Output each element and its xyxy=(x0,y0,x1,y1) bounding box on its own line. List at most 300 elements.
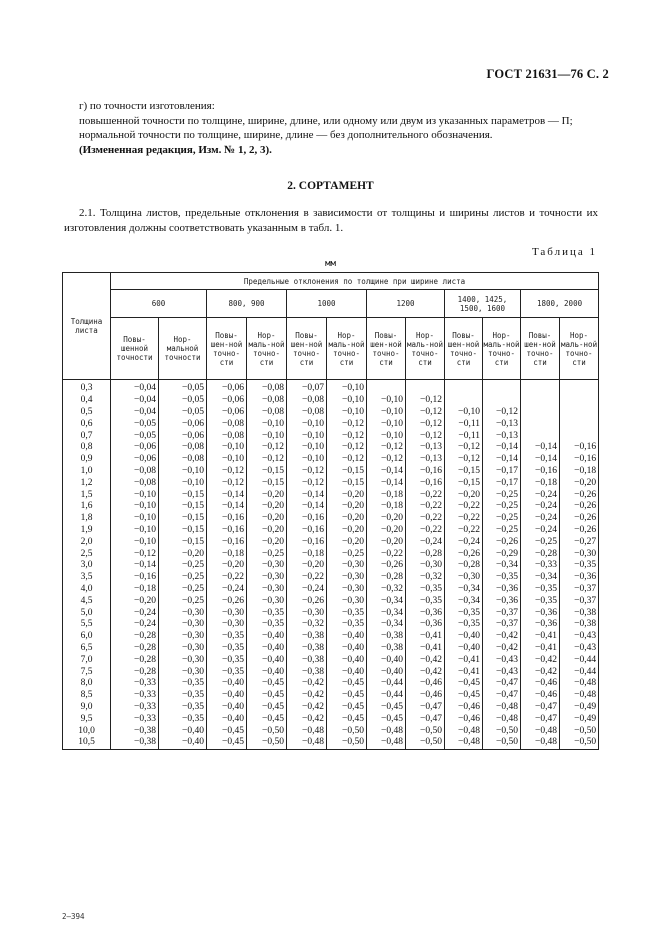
thickness-cell: 4,5 xyxy=(63,595,111,607)
tolerance-cell: −0,08 xyxy=(207,430,247,442)
tolerance-cell: −0,16 xyxy=(287,513,327,525)
tolerance-cell: −0,20 xyxy=(367,513,406,525)
thickness-cell: 1,5 xyxy=(63,489,111,501)
tolerance-cell: −0,36 xyxy=(521,619,560,631)
tolerance-cell xyxy=(521,418,560,430)
tolerance-cell: −0,04 xyxy=(111,395,159,407)
tolerance-cell: −0,25 xyxy=(483,501,521,513)
tolerance-cell: −0,24 xyxy=(287,584,327,596)
thickness-cell: 4,0 xyxy=(63,584,111,596)
tolerance-cell: −0,40 xyxy=(327,666,367,678)
tolerance-cell xyxy=(406,380,445,395)
tolerance-cell: −0,30 xyxy=(445,572,483,584)
tolerance-cell: −0,35 xyxy=(207,643,247,655)
thickness-cell: 7,5 xyxy=(63,666,111,678)
tolerance-cell: −0,10 xyxy=(327,380,367,395)
tolerance-cell: −0,24 xyxy=(111,607,159,619)
tolerance-cell: −0,15 xyxy=(445,466,483,478)
tolerance-cell: −0,50 xyxy=(560,725,599,737)
tolerance-cell: −0,40 xyxy=(247,631,287,643)
tolerance-cell: −0,12 xyxy=(287,477,327,489)
tolerance-cell: −0,46 xyxy=(406,690,445,702)
tolerance-cell: −0,35 xyxy=(247,607,287,619)
tolerance-cell: −0,42 xyxy=(521,666,560,678)
thickness-cell: 8,0 xyxy=(63,678,111,690)
tolerance-cell: −0,08 xyxy=(111,477,159,489)
tolerance-cell: −0,10 xyxy=(287,442,327,454)
intro-line-2: повышенной точности по толщине, ширине, длине, или одному или двум из указанных параметров — П; xyxy=(79,114,573,127)
tolerance-cell: −0,12 xyxy=(406,407,445,419)
tolerance-cell: −0,41 xyxy=(521,631,560,643)
tolerance-cell: −0,25 xyxy=(483,489,521,501)
tolerance-cell: −0,15 xyxy=(247,466,287,478)
tolerance-cell: −0,05 xyxy=(159,395,207,407)
tolerance-cell: −0,28 xyxy=(111,654,159,666)
tolerance-cell: −0,06 xyxy=(111,442,159,454)
table-row xyxy=(63,713,599,725)
paragraph-2-1: 2.1. Толщина листов, предельные отклонения в зависимости от толщины и ширины листов и точности их изготовления должны соответствовать указанным в табл. 1. xyxy=(64,207,598,234)
width-header: 1400, 1425, 1500, 1600 xyxy=(445,290,521,318)
tolerance-cell: −0,38 xyxy=(287,666,327,678)
tolerance-cell: −0,50 xyxy=(560,737,599,749)
tolerance-cell: −0,46 xyxy=(406,678,445,690)
thickness-cell: 8,5 xyxy=(63,690,111,702)
tolerance-cell: −0,34 xyxy=(483,560,521,572)
tolerance-cell: −0,06 xyxy=(159,430,207,442)
amendment-note: (Измененная редакция, Изм. № 1, 2, 3). xyxy=(79,143,272,156)
tolerance-cell: −0,42 xyxy=(287,678,327,690)
tolerance-cell: −0,30 xyxy=(406,560,445,572)
tolerance-cell: −0,43 xyxy=(560,631,599,643)
tolerance-cell: −0,45 xyxy=(207,725,247,737)
tolerance-cell: −0,33 xyxy=(521,560,560,572)
tolerance-cell: −0,20 xyxy=(327,501,367,513)
table-row xyxy=(63,595,599,607)
tolerance-cell: −0,35 xyxy=(327,619,367,631)
tolerance-cell: −0,10 xyxy=(287,430,327,442)
tolerance-cell: −0,48 xyxy=(521,725,560,737)
tolerance-cell: −0,35 xyxy=(207,654,247,666)
tolerance-cell: −0,35 xyxy=(521,584,560,596)
tolerance-cell: −0,06 xyxy=(207,407,247,419)
tolerance-cell: −0,08 xyxy=(247,380,287,395)
tolerance-cell: −0,25 xyxy=(521,536,560,548)
tolerance-cell: −0,35 xyxy=(406,584,445,596)
tolerance-cell: −0,34 xyxy=(445,584,483,596)
tolerance-cell: −0,08 xyxy=(111,466,159,478)
table-row xyxy=(63,690,599,702)
tolerance-cell: −0,42 xyxy=(287,713,327,725)
tolerance-cell: −0,30 xyxy=(159,654,207,666)
tolerance-cell xyxy=(560,380,599,395)
tolerance-cell: −0,40 xyxy=(247,666,287,678)
tolerance-cell: −0,38 xyxy=(111,737,159,749)
table-unit: мм xyxy=(325,259,336,269)
tolerance-cell: −0,13 xyxy=(406,454,445,466)
increased-accuracy-header: Повы-шен-ной точно-сти xyxy=(207,318,247,380)
tolerance-cell: −0,36 xyxy=(483,584,521,596)
tolerance-cell: −0,50 xyxy=(483,737,521,749)
tolerance-cell: −0,50 xyxy=(406,725,445,737)
table-row xyxy=(63,525,599,537)
tolerance-cell: −0,34 xyxy=(367,607,406,619)
tolerance-cell xyxy=(445,395,483,407)
tolerance-cell: −0,05 xyxy=(111,418,159,430)
increased-accuracy-header: Повы-шен-ной точно-сти xyxy=(287,318,327,380)
tolerance-cell: −0,45 xyxy=(207,737,247,749)
normal-accuracy-header: Нор-маль-ной точно-сти xyxy=(560,318,599,380)
thickness-cell: 1,8 xyxy=(63,513,111,525)
tolerance-cell: −0,48 xyxy=(560,690,599,702)
tolerance-cell: −0,12 xyxy=(445,454,483,466)
tolerance-cell xyxy=(560,430,599,442)
tolerance-cell: −0,37 xyxy=(560,584,599,596)
tolerance-cell: −0,28 xyxy=(111,643,159,655)
tolerance-cell: −0,40 xyxy=(207,690,247,702)
thickness-cell: 3,0 xyxy=(63,560,111,572)
tolerance-cell: −0,36 xyxy=(521,607,560,619)
tolerance-cell: −0,30 xyxy=(327,572,367,584)
tolerance-cell: −0,12 xyxy=(111,548,159,560)
tolerance-cell: −0,20 xyxy=(327,489,367,501)
tolerance-cell: −0,40 xyxy=(327,643,367,655)
tolerance-cell: −0,17 xyxy=(483,466,521,478)
tolerance-cell: −0,10 xyxy=(367,395,406,407)
tolerance-cell: −0,28 xyxy=(445,560,483,572)
tolerance-cell: −0,20 xyxy=(247,501,287,513)
table-row xyxy=(63,536,599,548)
tolerance-cell: −0,26 xyxy=(207,595,247,607)
tolerance-cell: −0,35 xyxy=(483,572,521,584)
tolerance-cell: −0,43 xyxy=(483,654,521,666)
tolerance-cell: −0,37 xyxy=(483,619,521,631)
tolerance-cell: −0,44 xyxy=(560,666,599,678)
tolerance-cell: −0,36 xyxy=(483,595,521,607)
thickness-cell: 0,8 xyxy=(63,442,111,454)
tolerance-cell: −0,14 xyxy=(207,501,247,513)
tolerance-cell: −0,48 xyxy=(445,725,483,737)
table-row xyxy=(63,619,599,631)
thickness-cell: 1,2 xyxy=(63,477,111,489)
tolerance-cell: −0,48 xyxy=(367,737,406,749)
tolerance-cell: −0,20 xyxy=(445,489,483,501)
tolerance-cell: −0,18 xyxy=(521,477,560,489)
increased-accuracy-header: Повы-шен-ной точно-сти xyxy=(367,318,406,380)
tolerance-cell: −0,50 xyxy=(247,737,287,749)
tolerance-cell: −0,13 xyxy=(406,442,445,454)
thickness-cell: 2,0 xyxy=(63,536,111,548)
tolerance-cell: −0,50 xyxy=(247,725,287,737)
tolerance-cell: −0,47 xyxy=(521,702,560,714)
tolerance-cell: −0,30 xyxy=(327,584,367,596)
thickness-cell: 0,4 xyxy=(63,395,111,407)
tolerance-cell: −0,30 xyxy=(207,607,247,619)
tolerance-cell: −0,12 xyxy=(207,466,247,478)
table-row xyxy=(63,725,599,737)
tolerance-cell: −0,16 xyxy=(560,442,599,454)
tolerance-cell: −0,22 xyxy=(445,513,483,525)
tolerance-cell: −0,43 xyxy=(560,643,599,655)
tolerance-cell: −0,26 xyxy=(445,548,483,560)
tolerance-cell: −0,20 xyxy=(327,513,367,525)
tolerance-cell: −0,24 xyxy=(521,501,560,513)
tolerance-cell: −0,38 xyxy=(367,643,406,655)
tolerance-cell: −0,40 xyxy=(207,702,247,714)
tolerance-cell: −0,15 xyxy=(159,536,207,548)
tolerance-cell: −0,38 xyxy=(560,607,599,619)
tolerance-cell: −0,47 xyxy=(406,713,445,725)
thickness-header: Толщина листа xyxy=(63,273,111,380)
tolerance-cell: −0,45 xyxy=(247,713,287,725)
tolerance-cell: −0,30 xyxy=(247,595,287,607)
tolerance-cell: −0,22 xyxy=(445,525,483,537)
tolerance-cell: −0,20 xyxy=(159,548,207,560)
tolerance-cell: −0,05 xyxy=(159,380,207,395)
tolerance-cell: −0,16 xyxy=(406,466,445,478)
tolerance-cell: −0,45 xyxy=(247,690,287,702)
tolerance-cell: −0,40 xyxy=(207,713,247,725)
tolerance-cell: −0,47 xyxy=(406,702,445,714)
tolerance-cell: −0,18 xyxy=(367,489,406,501)
tolerance-cell: −0,16 xyxy=(406,477,445,489)
tolerance-cell: −0,15 xyxy=(159,525,207,537)
tolerance-cell: −0,10 xyxy=(367,430,406,442)
tolerance-cell: −0,30 xyxy=(247,584,287,596)
tolerance-cell: −0,16 xyxy=(560,454,599,466)
tolerance-cell: −0,20 xyxy=(247,536,287,548)
tolerance-cell: −0,40 xyxy=(445,631,483,643)
tolerance-cell: −0,40 xyxy=(159,737,207,749)
tolerance-cell: −0,27 xyxy=(560,536,599,548)
tolerance-cell: −0,32 xyxy=(406,572,445,584)
tolerance-cell: −0,26 xyxy=(560,525,599,537)
tolerance-cell: −0,20 xyxy=(367,536,406,548)
thickness-cell: 2,5 xyxy=(63,548,111,560)
table-row xyxy=(63,418,599,430)
tolerance-cell: −0,25 xyxy=(159,595,207,607)
tolerance-cell: −0,48 xyxy=(483,713,521,725)
tolerance-cell: −0,15 xyxy=(327,477,367,489)
tolerance-cell: −0,08 xyxy=(159,454,207,466)
tolerance-cell: −0,30 xyxy=(327,560,367,572)
tolerance-cell: −0,07 xyxy=(287,380,327,395)
tolerance-cell: −0,47 xyxy=(483,678,521,690)
tolerance-cell: −0,20 xyxy=(247,489,287,501)
tolerance-cell: −0,25 xyxy=(159,560,207,572)
tolerance-cell: −0,42 xyxy=(483,631,521,643)
section-title: 2. СОРТАМЕНТ xyxy=(287,180,374,192)
tolerance-cell: −0,11 xyxy=(445,418,483,430)
tolerance-cell: −0,22 xyxy=(406,489,445,501)
thickness-cell: 9,5 xyxy=(63,713,111,725)
tolerance-cell: −0,44 xyxy=(560,654,599,666)
tolerance-cell: −0,20 xyxy=(327,536,367,548)
tolerance-cell: −0,38 xyxy=(111,725,159,737)
normal-accuracy-header: Нор-маль-ной точно-сти xyxy=(406,318,445,380)
tolerance-cell: −0,30 xyxy=(159,619,207,631)
tolerance-cell: −0,43 xyxy=(483,666,521,678)
tolerance-cell: −0,42 xyxy=(483,643,521,655)
tolerance-cell: −0,35 xyxy=(159,702,207,714)
tolerance-cell: −0,13 xyxy=(483,430,521,442)
tolerance-cell: −0,35 xyxy=(247,619,287,631)
tolerance-cell: −0,30 xyxy=(159,666,207,678)
thickness-cell: 1,9 xyxy=(63,525,111,537)
tolerance-cell: −0,12 xyxy=(327,418,367,430)
tolerance-cell: −0,06 xyxy=(111,454,159,466)
section-paragraph xyxy=(64,206,598,236)
table-row xyxy=(63,702,599,714)
tolerance-cell: −0,36 xyxy=(406,607,445,619)
tolerance-cell: −0,37 xyxy=(483,607,521,619)
tolerance-cell: −0,12 xyxy=(207,477,247,489)
tolerance-cell: −0,10 xyxy=(247,430,287,442)
tolerance-cell: −0,12 xyxy=(445,442,483,454)
tolerance-cell: −0,48 xyxy=(287,737,327,749)
tolerance-cell: −0,28 xyxy=(521,548,560,560)
tolerance-cell: −0,48 xyxy=(521,737,560,749)
tolerance-cell: −0,25 xyxy=(247,548,287,560)
tolerance-cell: −0,34 xyxy=(521,572,560,584)
tolerance-cell: −0,10 xyxy=(207,454,247,466)
tolerance-cell: −0,34 xyxy=(445,595,483,607)
tolerance-cell: −0,12 xyxy=(327,454,367,466)
tolerance-cell: −0,10 xyxy=(111,501,159,513)
tolerance-cell: −0,14 xyxy=(483,442,521,454)
thickness-cell: 6,5 xyxy=(63,643,111,655)
tolerance-cell: −0,14 xyxy=(111,560,159,572)
tolerance-cell xyxy=(521,430,560,442)
tolerance-cell: −0,48 xyxy=(287,725,327,737)
tolerance-cell: −0,49 xyxy=(560,713,599,725)
page-header: ГОСТ 21631—76 С. 2 xyxy=(486,67,609,81)
tolerance-cell: −0,16 xyxy=(207,513,247,525)
tolerance-cell: −0,12 xyxy=(367,454,406,466)
intro-line-1: г) по точности изготовления: xyxy=(79,100,215,112)
tolerance-cell: −0,14 xyxy=(207,489,247,501)
tolerance-cell: −0,08 xyxy=(159,442,207,454)
tolerance-cell: −0,10 xyxy=(159,477,207,489)
width-header: 1800, 2000 xyxy=(521,290,599,318)
tolerance-cell: −0,12 xyxy=(406,395,445,407)
tolerance-cell: −0,35 xyxy=(207,666,247,678)
tolerance-cell: −0,30 xyxy=(327,595,367,607)
tolerance-cell: −0,10 xyxy=(287,454,327,466)
tolerance-cell: −0,26 xyxy=(560,513,599,525)
thickness-cell: 7,0 xyxy=(63,654,111,666)
table-caption: Таблица 1 xyxy=(531,246,597,258)
tolerance-cell: −0,30 xyxy=(159,607,207,619)
tolerance-cell: −0,17 xyxy=(483,477,521,489)
tolerance-cell: −0,16 xyxy=(287,525,327,537)
table-row xyxy=(63,380,599,395)
tolerance-cell: −0,42 xyxy=(287,690,327,702)
table-row xyxy=(63,407,599,419)
tolerance-cell: −0,40 xyxy=(367,654,406,666)
tolerance-cell: −0,46 xyxy=(445,702,483,714)
tolerance-cell: −0,20 xyxy=(207,560,247,572)
table-row xyxy=(63,678,599,690)
tolerance-cell: −0,20 xyxy=(111,595,159,607)
tolerance-cell: −0,26 xyxy=(560,489,599,501)
increased-accuracy-header: Повы-шенной точности xyxy=(111,318,159,380)
tolerance-cell xyxy=(560,395,599,407)
tolerance-cell: −0,32 xyxy=(287,619,327,631)
tolerance-cell: −0,40 xyxy=(247,643,287,655)
tolerance-cell: −0,10 xyxy=(327,407,367,419)
tolerance-cell: −0,08 xyxy=(247,395,287,407)
thickness-cell: 5,0 xyxy=(63,607,111,619)
tolerance-cell: −0,34 xyxy=(367,595,406,607)
tolerance-cell: −0,22 xyxy=(406,501,445,513)
tolerance-cell: −0,06 xyxy=(159,418,207,430)
tolerance-cell: −0,26 xyxy=(483,536,521,548)
tolerance-cell: −0,42 xyxy=(406,654,445,666)
tolerance-cell: −0,18 xyxy=(207,548,247,560)
tolerance-cell: −0,35 xyxy=(207,631,247,643)
tolerance-cell: −0,10 xyxy=(111,536,159,548)
normal-accuracy-header: Нор-маль-ной точно-сти xyxy=(327,318,367,380)
tolerance-cell: −0,14 xyxy=(521,454,560,466)
tolerance-cell: −0,10 xyxy=(247,418,287,430)
tolerance-cell: −0,41 xyxy=(445,666,483,678)
tolerance-cell: −0,40 xyxy=(445,643,483,655)
tolerance-cell: −0,08 xyxy=(247,407,287,419)
table-row xyxy=(63,607,599,619)
table-row xyxy=(63,501,599,513)
tolerance-cell: −0,15 xyxy=(247,477,287,489)
tolerance-cell: −0,35 xyxy=(159,690,207,702)
tolerance-cell: −0,26 xyxy=(287,595,327,607)
table-row xyxy=(63,513,599,525)
tolerance-cell: −0,36 xyxy=(406,619,445,631)
tolerance-cell: −0,24 xyxy=(207,584,247,596)
tolerance-cell: −0,37 xyxy=(560,595,599,607)
tolerance-cell: −0,20 xyxy=(327,525,367,537)
tolerance-cell: −0,35 xyxy=(445,619,483,631)
tolerance-cell: −0,48 xyxy=(560,678,599,690)
intro-text xyxy=(64,99,598,157)
tolerance-cell: −0,24 xyxy=(521,513,560,525)
table-row xyxy=(63,584,599,596)
tolerance-cell: −0,28 xyxy=(367,572,406,584)
tolerance-cell: −0,30 xyxy=(560,548,599,560)
table-row xyxy=(63,466,599,478)
table-row xyxy=(63,430,599,442)
tolerance-cell: −0,46 xyxy=(445,713,483,725)
tolerance-cell: −0,40 xyxy=(367,666,406,678)
tolerance-cell: −0,40 xyxy=(247,654,287,666)
tolerance-cell: −0,18 xyxy=(287,548,327,560)
table-row xyxy=(63,477,599,489)
width-header: 1200 xyxy=(367,290,445,318)
tolerance-cell: −0,28 xyxy=(406,548,445,560)
tolerance-cell: −0,15 xyxy=(327,466,367,478)
tolerance-cell: −0,48 xyxy=(445,737,483,749)
intro-line-3: нормальной точности по толщине, ширине, длине — без дополнительного обозначения. xyxy=(79,129,493,141)
table-row xyxy=(63,454,599,466)
tolerance-cell: −0,24 xyxy=(406,536,445,548)
tolerance-cell: −0,20 xyxy=(287,560,327,572)
thickness-cell: 5,5 xyxy=(63,619,111,631)
tolerance-cell: −0,18 xyxy=(111,584,159,596)
tolerance-cell: −0,12 xyxy=(247,442,287,454)
tolerance-cell: −0,10 xyxy=(207,442,247,454)
tolerance-cell: −0,42 xyxy=(521,654,560,666)
tolerance-cell: −0,41 xyxy=(406,643,445,655)
thickness-cell: 1,6 xyxy=(63,501,111,513)
tolerance-cell: −0,50 xyxy=(327,725,367,737)
